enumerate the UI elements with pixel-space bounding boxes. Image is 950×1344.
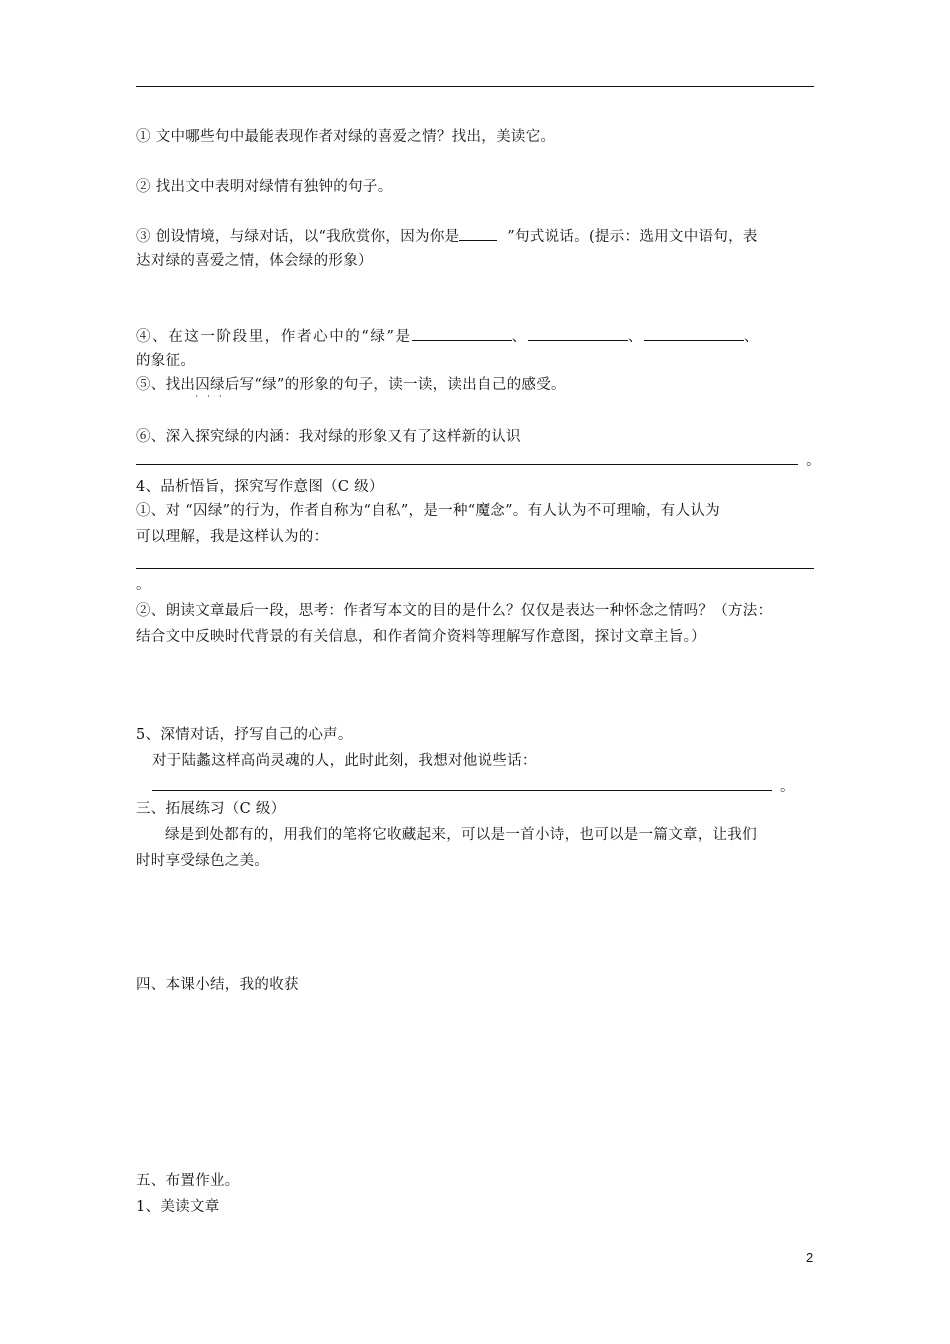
question-4-prefix: ④、在这一阶段里，作者心中的“绿”是 [136, 329, 412, 345]
part-3-title: 三、拓展练习（C 级） [136, 801, 286, 817]
section-5-prompt: 对于陆蠡这样高尚灵魂的人，此时此刻，我想对他说些话： [152, 753, 537, 769]
question-3-line-2: 达对绿的喜爱之情，体会绿的形象） [136, 253, 373, 269]
question-3-suffix: ”句式说话。(提示：选用文中语句，表 [507, 229, 758, 245]
emphasis-dots: ··· [195, 392, 231, 402]
part-3-line-2: 时时享受绿色之美。 [136, 853, 270, 869]
section-5-end-mark: 。 [780, 779, 795, 795]
question-4-separator-3: 、 [743, 329, 760, 345]
question-1: ① 文中哪些句中最能表现作者对绿的喜爱之情？找出，美读它。 [136, 129, 556, 145]
section-4-title: 4、品析悟旨，探究写作意图（C 级） [136, 479, 384, 495]
page-number: 2 [806, 1250, 814, 1265]
question-3 [136, 228, 758, 246]
emphasized-phrase: 囚绿后 ··· [195, 377, 240, 402]
section-5-answer-line[interactable] [152, 790, 772, 791]
section-4-item-1-end-mark: 。 [136, 577, 151, 593]
question-3-prefix: ③ 创设情境，与绿对话，以“我欣赏你，因为你是 [136, 229, 460, 245]
part-5-item-1: 1、美读文章 [136, 1199, 220, 1215]
question-4-separator-1: 、 [511, 329, 528, 345]
question-6-end-mark: 。 [806, 453, 821, 469]
question-6: ⑥、深入探究绿的内涵：我对绿的形象又有了这样新的认识 [136, 429, 521, 445]
question-6-answer-line[interactable] [136, 464, 798, 465]
question-4-blank-1[interactable] [412, 328, 512, 341]
part-4-title: 四、本课小结，我的收获 [136, 977, 299, 993]
section-4-item-2-line-2: 结合文中反映时代背景的有关信息，和作者简介资料等理解写作意图，探讨文章主旨。） [136, 629, 706, 645]
part-5-title: 五、布置作业。 [136, 1173, 240, 1189]
question-4-separator-2: 、 [627, 329, 644, 345]
question-4-blank-2[interactable] [528, 328, 628, 341]
question-5-suffix: 写“绿”的形象的句子，读一读，读出自己的感受。 [239, 377, 566, 393]
header-rule [136, 86, 814, 87]
section-4-item-1-line-1: ①、对 “囚绿”的行为，作者自称为“自私”，是一种“魔念”。有人认为不可理喻，有人认为 [136, 503, 720, 519]
question-5 [136, 376, 566, 402]
section-4-answer-line[interactable] [136, 568, 814, 569]
question-4-blank-3[interactable] [644, 328, 744, 341]
section-4-item-1-line-2: 可以理解，我是这样认为的： [136, 529, 329, 545]
part-3-line-1: 绿是到处都有的，用我们的笔将它收藏起来，可以是一首小诗，也可以是一篇文章，让我们 [165, 827, 757, 843]
question-3-blank[interactable] [459, 228, 497, 241]
question-5-prefix: ⑤、找出 [136, 377, 196, 393]
question-2: ② 找出文中表明对绿情有独钟的句子。 [136, 179, 393, 195]
question-4-line-2: 的象征。 [136, 353, 196, 369]
section-5-title: 5、深情对话，抒写自己的心声。 [136, 727, 353, 743]
section-4-item-2-line-1: ②、朗读文章最后一段，思考：作者写本文的目的是什么？仅仅是表达一种怀念之情吗？（方法： [136, 603, 773, 619]
question-4 [136, 328, 760, 346]
